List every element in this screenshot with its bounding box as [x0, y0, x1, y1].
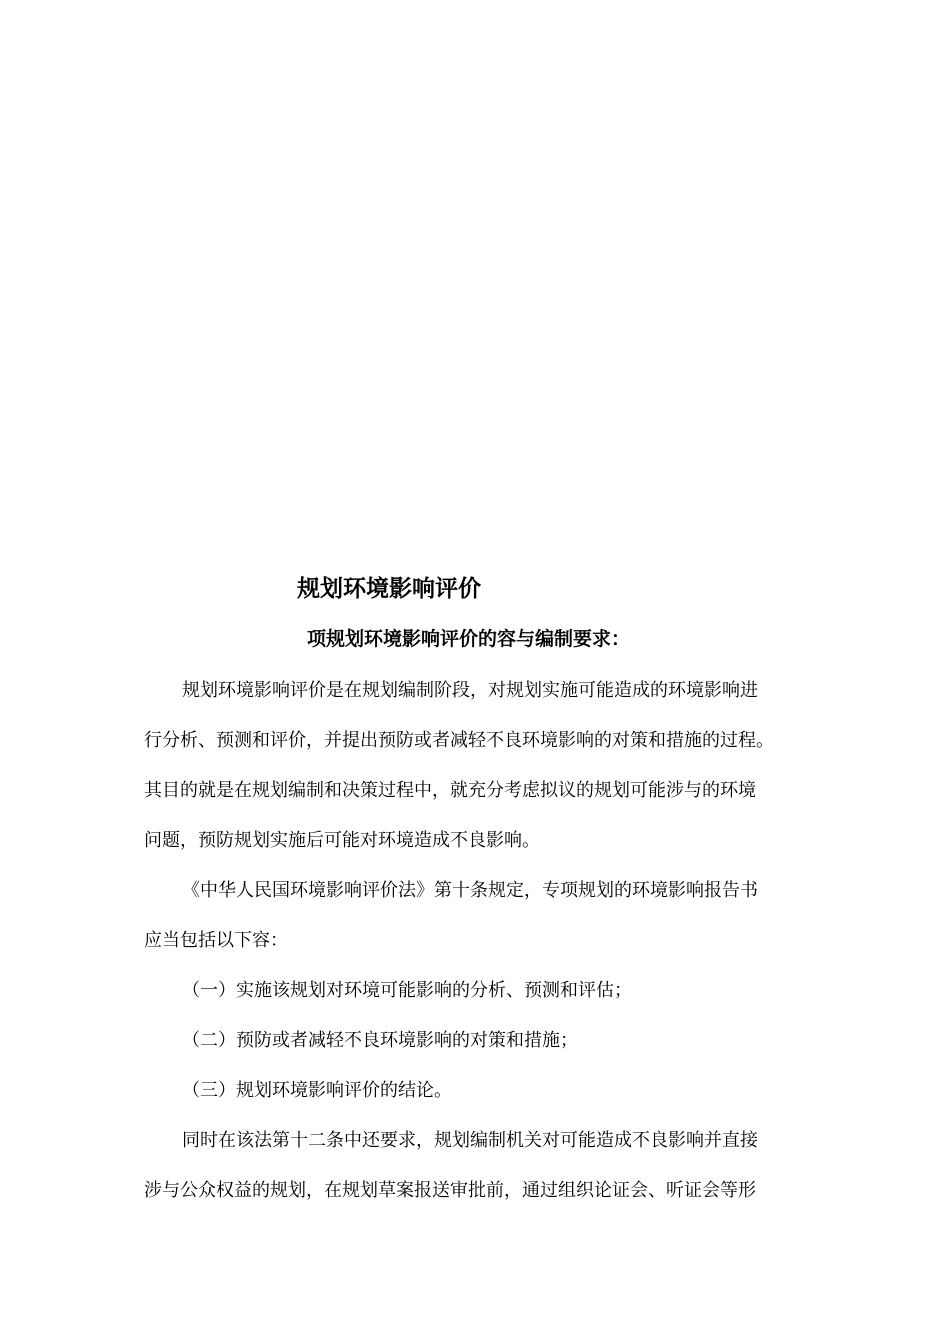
- paragraph-line: 涉与公众权益的规划，在规划草案报送审批前，通过组织论证会、听证会等形: [144, 1180, 756, 1201]
- list-item: （一）实施该规划对环境可能影响的分析、预测和评估；: [182, 980, 632, 1001]
- document-subtitle: 项规划环境影响评价的容与编制要求：: [307, 628, 631, 650]
- paragraph-line: 问题，预防规划实施后可能对环境造成不良影响。: [144, 830, 540, 851]
- list-item: （二）预防或者减轻不良环境影响的对策和措施；: [182, 1030, 578, 1051]
- document-body: [144, 666, 808, 1216]
- paragraph-line: 同时在该法第十二条中还要求，规划编制机关对可能造成不良影响并直接: [182, 1130, 758, 1151]
- paragraph-line: 应当包括以下容：: [144, 930, 288, 951]
- paragraph-line: 规划环境影响评价是在规划编制阶段，对规划实施可能造成的环境影响进: [182, 680, 758, 701]
- paragraph-line: 行分析、预测和评价，并提出预防或者减轻不良环境影响的对策和措施的过程。: [144, 730, 774, 751]
- document-title: 规划环境影响评价: [297, 576, 481, 602]
- paragraph-line: 其目的就是在规划编制和决策过程中，就充分考虑拟议的规划可能涉与的环境: [144, 780, 756, 801]
- paragraph-line: 《中华人民国环境影响评价法》第十条规定，专项规划的环境影响报告书: [182, 880, 758, 901]
- list-item: （三）规划环境影响评价的结论。: [182, 1080, 452, 1101]
